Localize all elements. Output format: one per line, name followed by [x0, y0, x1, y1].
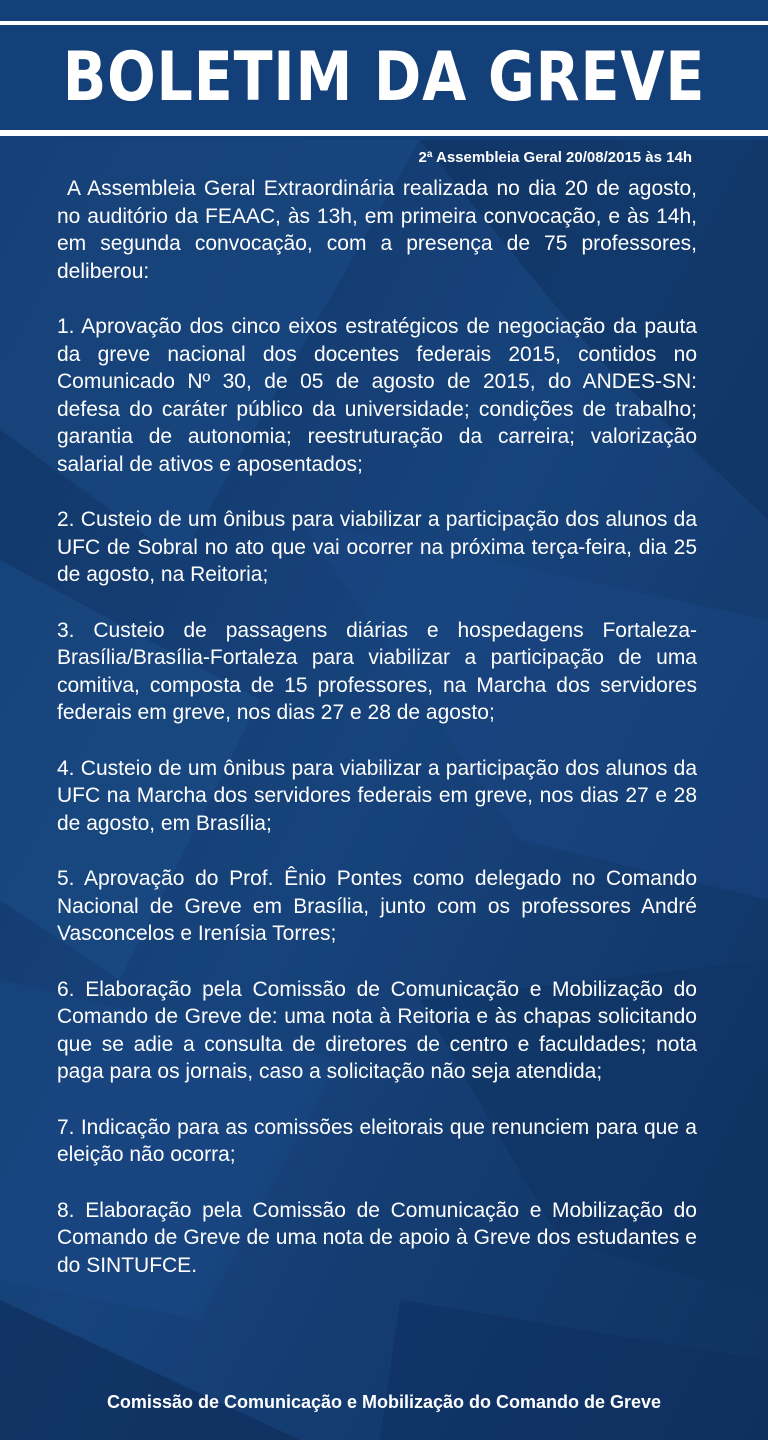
resolution-item-1: 1. Aprovação dos cinco eixos estratégicos de negociação da pauta da greve nacional dos docentes federais 2015, contidos no Comunicado Nº 30, de 05 de agosto de 2015, do ANDES-SN: defesa do caráter público da universidade; condições de trabalho; garantia de autonomia; reestruturação da carreira; valorização salarial de ativos e aposentados;	[57, 315, 697, 476]
header-rule-top	[0, 21, 768, 25]
header-rule-bottom	[0, 130, 768, 136]
subtitle-text: Assembleia Geral 20/08/2015 às 14h	[432, 149, 692, 166]
resolution-item-4: 4. Custeio de um ônibus para viabilizar a participação dos alunos da UFC na Marcha dos servidores federais em greve, nos dias 27 e 28 de agosto, em Brasília;	[57, 756, 697, 835]
resolution-item-6: 6. Elaboração pela Comissão de Comunicação e Mobilização do Comando de Greve de: uma nota à Reitoria e às chapas solicitando que se adie a consulta de diretores de centro e faculdades; nota paga para os jornais, caso a solicitação não seja atendida;	[57, 977, 697, 1083]
banner-title: BOLETIM DA GREVE	[62, 38, 706, 117]
resolution-item-3: 3. Custeio de passagens diárias e hospedagens Fortaleza-Brasília/Brasília-Fortaleza para viabilizar a participação de uma comitiva, composta de 15 professores, na Marcha dos servidores federais em greve, nos dias 27 e 28 de agosto;	[57, 618, 697, 724]
resolution-item-2: 2. Custeio de um ônibus para viabilizar a participação dos alunos da UFC de Sobral no ato que vai ocorrer na próxima terça-feira, dia 25 de agosto, na Reitoria;	[57, 508, 697, 586]
subtitle-ordinal-suffix: a	[426, 149, 433, 160]
resolution-item-7: 7. Indicação para as comissões eleitorais que renunciem para que a eleição não ocorra;	[57, 1115, 697, 1166]
bulletin-body	[57, 175, 697, 1307]
footer-signature: Comissão de Comunicação e Mobilização do Comando de Greve	[106, 1392, 662, 1412]
resolution-item-5: 5. Aprovação do Prof. Ênio Pontes como delegado no Comando Nacional de Greve em Brasília, junto com os professores André Vasconcelos e Irenísia Torres;	[57, 867, 697, 945]
meeting-subtitle	[418, 145, 692, 168]
subtitle-ordinal: 2	[418, 149, 427, 166]
resolution-item-8: 8. Elaboração pela Comissão de Comunicação e Mobilização do Comando de Greve de uma nota de apoio à Greve dos estudantes e do SINTUFCE.	[57, 1198, 697, 1277]
intro-paragraph: A Assembleia Geral Extraordinária realizada no dia 20 de agosto, no auditório da FEAAC, às 13h, em primeira convocação, e às 14h, em segunda convocação, com a presença de 75 professores, deliberou:	[57, 177, 697, 283]
